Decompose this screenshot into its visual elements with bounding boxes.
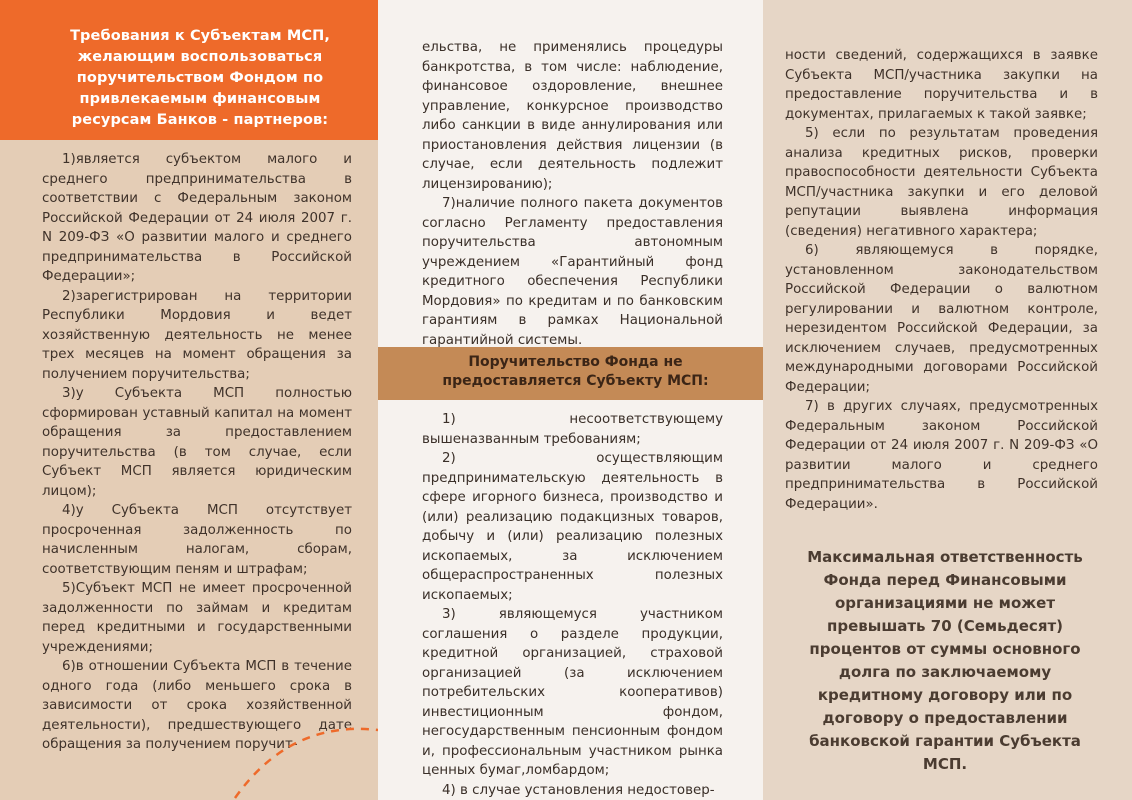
requirement-item: 4)у Субъекта МСП отсутствует просроченная задолженность по начисленным налогам, сборам, соответствующим пеням и штрафам; bbox=[42, 503, 352, 577]
max-liability-note: Максимальная ответственность Фонда перед Финансовыми организациями не может превышать 70 (Семьдесят) процентов от суммы основного долга по заключаемому кредитному договору или по договору о предоставлении банковской гарантии Субъекта МСП. bbox=[807, 548, 1083, 773]
refusal-item: 7) в других случаях, предусмотренных Федеральным законом Российской Федерации от 24 июля 2007 г. N 209-ФЗ «О развитии малого и среднего предпринимательства в Российской Федерации». bbox=[785, 399, 1098, 512]
requirement-item: 3)у Субъекта МСП полностью сформирован уставный капитал на момент обращения за предоставлением поручительства (в том случае, если Субъект МСП является юридическим лицом); bbox=[42, 386, 352, 499]
refusal-item: ности сведений, содержащихся в заявке Субъекта МСП/участника закупки на предоставление поручительства и в документах, прилагаемых к такой заявке; bbox=[785, 48, 1098, 122]
middle-panel bbox=[378, 0, 763, 800]
left-panel bbox=[0, 0, 378, 800]
right-panel bbox=[763, 0, 1132, 800]
requirement-item: 1)является субъектом малого и среднего предпринимательства в соответствии с Федеральным законом Российской Федерации от 24 июля 2007 г. N 209-ФЗ «О развитии малого и среднего предпринимательства в Российской Федерации»; bbox=[42, 152, 352, 284]
refusal-item: 1) несоответствующему вышеназванным требованиям; bbox=[422, 412, 723, 447]
requirement-item: 2)зарегистрирован на территории Республики Мордовия и ведет хозяйственную деятельность не менее трех месяцев на момент обращения за получением поручительства; bbox=[42, 288, 352, 382]
refusal-list-continued bbox=[763, 0, 1132, 514]
requirement-item: 7)наличие полного пакета документов согласно Регламенту предоставления поручительства автономным учреждением «Гарантийный фонд кредитного обеспечения Республики Мордовия» по кредитам и по банковским гарантиям в рамках Национальной гарантийной системы. bbox=[422, 196, 723, 348]
refusal-item: 3) являющемуся участником соглашения о разделе продукции, кредитной организацией, страховой организацией (за исключением потребительских кооперативов) инвестиционным фондом, негосударственным пенсионным фондом и, профессиональным участником рынка ценных бумаг,ломбардом; bbox=[422, 607, 723, 778]
refusal-item: 2) осуществляющим предпринимательскую деятельность в сфере игорного бизнеса, производство и (или) реализацию подакцизных товаров, добычу и (или) реализацию полезных ископаемых, за исключением общераспространенных полезных ископаемых; bbox=[422, 451, 723, 603]
requirements-list bbox=[0, 140, 378, 755]
requirement-item: ельства, не применялись процедуры банкротства, в том числе: наблюдение, финансовое оздоровление, внешнее управление, конкурсное производство либо санкции в виде аннулирования или приостановления действия лицензии (в случае, если деятельность подлежит лицензированию); bbox=[422, 40, 723, 192]
requirements-title: Требования к Субъектам МСП, желающим воспользоваться поручительством Фондом по привлекаемым финансовым ресурсам Банков - партнеров: bbox=[0, 0, 378, 140]
refusal-item: 4) в случае установления недостовер- bbox=[442, 782, 715, 798]
requirement-item: 6)в отношении Субъекта МСП в течение одного года (либо меньшего срока в зависимости от срока хозяйственной деятельности), предшествующего дате обращения за получением поручит- bbox=[42, 659, 352, 752]
refusal-title: Поручительство Фонда не предоставляется Субъекту МСП: bbox=[378, 347, 763, 400]
requirements-continued bbox=[378, 0, 763, 350]
refusal-item: 6) являющемуся в порядке, установленном законодательством Российской Федерации о валютном регулировании и валютном контроле, нерезидентом Российской Федерации, за исключением случаев, предусмотренных международными договорами Российской Федерации; bbox=[785, 243, 1098, 395]
requirement-item: 5)Субъект МСП не имеет просроченной задолженности по займам и кредитам перед кредитными и государственными учреждениями; bbox=[42, 581, 352, 655]
refusal-list bbox=[378, 410, 763, 800]
refusal-item: 5) если по результатам проведения анализа кредитных рисков, проверки правоспособности деятельности Субъекта МСП/участника закупки и его деловой репутации выявлена информация (сведения) негативного характера; bbox=[785, 126, 1098, 239]
decorative-dashed-arc bbox=[230, 720, 378, 800]
